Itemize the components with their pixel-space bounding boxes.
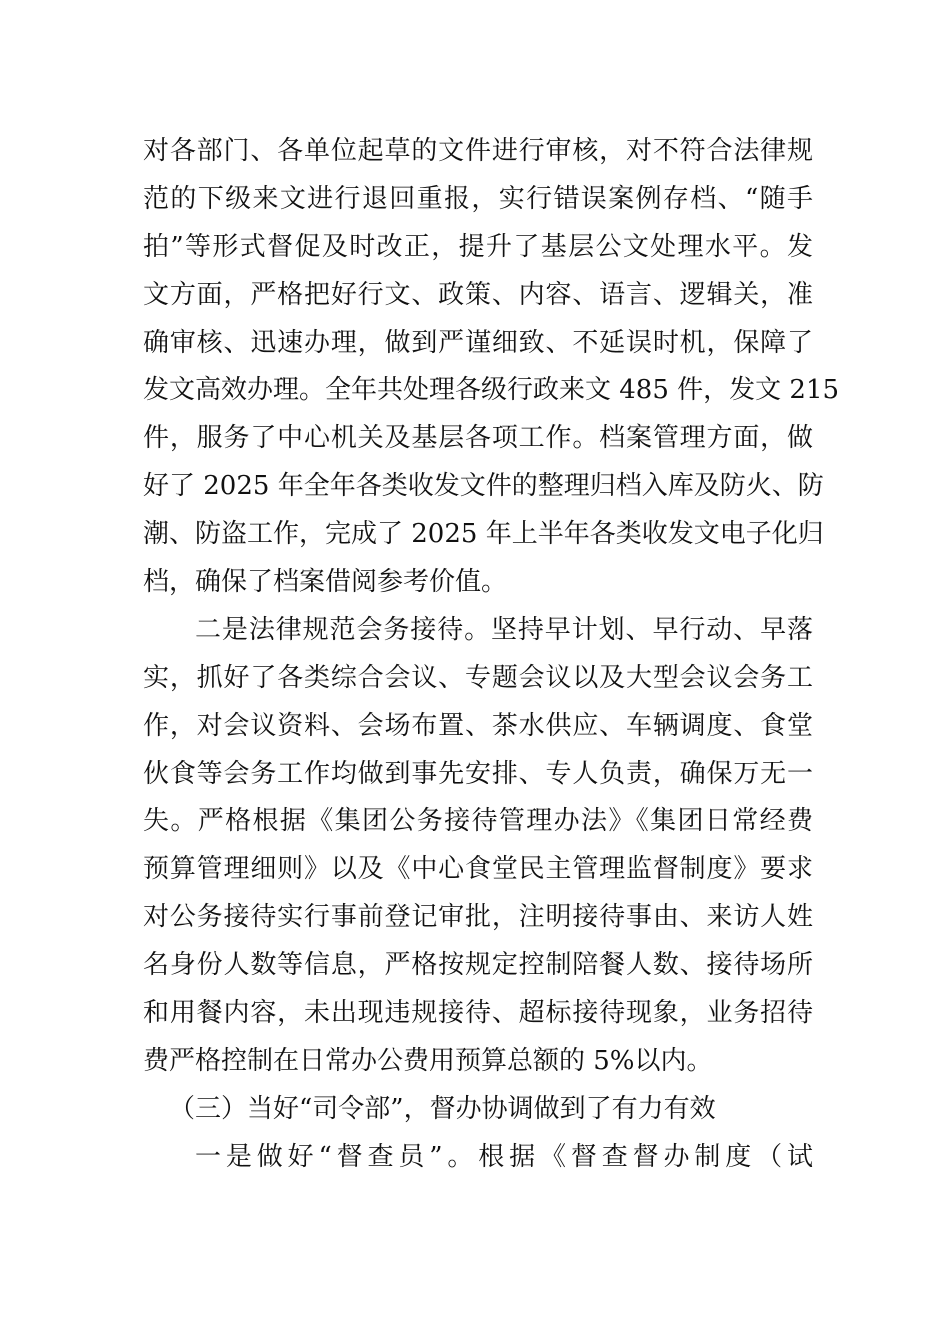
text-line: 名身份人数等信息，严格按规定控制陪餐人数、接待场所 (143, 950, 813, 981)
section-heading: （三）当好“司令部”，督办协调做到了有力有效 (169, 1093, 716, 1124)
text-line: 伙食等会务工作均做到事先安排、专人负责，确保万无一 (143, 758, 813, 789)
text-line: 预算管理细则》以及《中心食堂民主管理监督制度》要求 (143, 854, 813, 885)
text-line: 拍”等形式督促及时改正，提升了基层公文处理水平。发 (143, 231, 813, 262)
text-line: 好了 2025 年全年各类收发文件的整理归档入库及防火、防 (143, 471, 824, 502)
text-line: 确审核、迅速办理，做到严谨细致、不延误时机，保障了 (143, 327, 813, 358)
paragraph-start-line: 二是法律规范会务接待。坚持早计划、早行动、早落 (195, 614, 813, 645)
text-line: 对各部门、各单位起草的文件进行审核，对不符合法律规 (143, 136, 813, 166)
text-line: 实，抓好了各类综合会议、专题会议以及大型会议会务工 (143, 662, 813, 693)
text-line: 作，对会议资料、会场布置、茶水供应、车辆调度、食堂 (143, 710, 813, 741)
paragraph-start-line: 一是做好“督查员”。根据《督查督办制度（试 (195, 1141, 813, 1172)
text-line: 档，确保了档案借阅参考价值。 (143, 567, 508, 598)
text-line: 和用餐内容，未出现违规接待、超标接待现象，业务招待 (143, 998, 813, 1029)
text-line: 件，服务了中心机关及基层各项工作。档案管理方面，做 (143, 423, 813, 454)
text-line: 文方面，严格把好行文、政策、内容、语言、逻辑关，准 (143, 279, 813, 310)
text-line: 潮、防盗工作，完成了 2025 年上半年各类收发文电子化归 (143, 519, 824, 550)
text-line: 失。严格根据《集团公务接待管理办法》《集团日常经费 (143, 806, 813, 837)
text-line: 发文高效办理。全年共处理各级行政来文 485 件，发文 215 (143, 375, 840, 406)
text-line: 对公务接待实行事前登记审批，注明接待事由、来访人姓 (143, 902, 813, 933)
text-line: 范的下级来文进行退回重报，实行错误案例存档、“随手 (143, 183, 813, 214)
text-line: 费严格控制在日常办公费用预算总额的 5%以内。 (143, 1045, 713, 1076)
body-text (143, 128, 840, 1182)
